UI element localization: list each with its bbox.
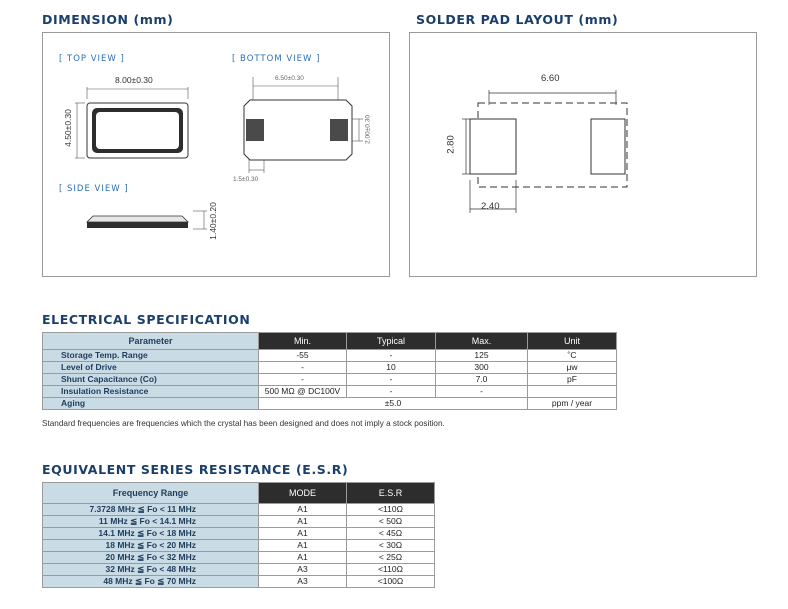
esr-table	[42, 482, 435, 588]
solder-pad-panel	[409, 32, 757, 277]
side-view-label: [ SIDE VIEW ]	[59, 184, 129, 194]
table-row: 48 MHz ≦ Fo ≦ 70 MHz A3 <100Ω	[43, 576, 435, 588]
solder-pad-drawing	[410, 33, 756, 276]
dimension-panel	[42, 32, 390, 277]
header-esr: E.S.R	[347, 483, 435, 504]
pad-height-dimension: 2.00±0.30	[364, 115, 372, 144]
table-row: Level of Drive - 10 300 μw	[43, 362, 617, 374]
length-dimension: 8.00±0.30	[115, 75, 153, 85]
table-row: 14.1 MHz ≦ Fo < 18 MHz A1 < 45Ω	[43, 528, 435, 540]
pad-height-dimension: 2.80	[445, 135, 457, 154]
electrical-table	[42, 332, 617, 410]
header-parameter: Parameter	[43, 333, 259, 350]
span-dimension: 6.60	[541, 73, 560, 84]
standard-frequency-note: Standard frequencies are frequencies which the crystal has been designed and does not imply a stock position.	[42, 419, 445, 428]
pad-width-dimension: 1.5±0.30	[233, 176, 259, 183]
solder-pad-right	[591, 119, 625, 174]
solder-pad-left	[470, 119, 516, 174]
height-dimension: 1.40±0.20	[208, 202, 218, 240]
table-row: 11 MHz ≦ Fo < 14.1 MHz A1 < 50Ω	[43, 516, 435, 528]
bottom-view-body	[244, 100, 352, 160]
top-view-label: [ TOP VIEW ]	[59, 54, 125, 64]
table-row: Shunt Capacitance (Co) - - 7.0 pF	[43, 374, 617, 386]
header-max: Max.	[436, 333, 528, 350]
dimension-title: DIMENSION (mm)	[42, 12, 174, 27]
top-view-body	[87, 103, 188, 158]
table-row: 7.3728 MHz ≦ Fo < 11 MHz A1 <110Ω	[43, 504, 435, 516]
table-row: 32 MHz ≦ Fo < 48 MHz A3 <110Ω	[43, 564, 435, 576]
header-min: Min.	[259, 333, 347, 350]
table-row: Storage Temp. Range -55 - 125 ˚C	[43, 350, 617, 362]
header-typical: Typical	[347, 333, 436, 350]
pad-width-dimension: 2.40	[481, 201, 500, 212]
width-dimension: 4.50±0.30	[63, 109, 73, 147]
table-row: Insulation Resistance 500 MΩ @ DC100V - -	[43, 386, 617, 398]
table-row: 20 MHz ≦ Fo < 32 MHz A1 < 25Ω	[43, 552, 435, 564]
esr-title: EQUIVALENT SERIES RESISTANCE (E.S.R)	[42, 462, 349, 477]
bottom-view-label: [ BOTTOM VIEW ]	[232, 54, 321, 64]
header-mode: MODE	[259, 483, 347, 504]
pad-pitch-dimension: 6.50±0.30	[275, 75, 304, 82]
solder-pad-title: SOLDER PAD LAYOUT (mm)	[416, 12, 619, 27]
header-frequency-range: Frequency Range	[43, 483, 259, 504]
table-row: 18 MHz ≦ Fo < 20 MHz A1 < 30Ω	[43, 540, 435, 552]
header-unit: Unit	[528, 333, 617, 350]
side-view-body	[87, 216, 188, 228]
electrical-title: ELECTRICAL SPECIFICATION	[42, 312, 251, 327]
table-row: Aging ±5.0 ppm / year	[43, 398, 617, 410]
